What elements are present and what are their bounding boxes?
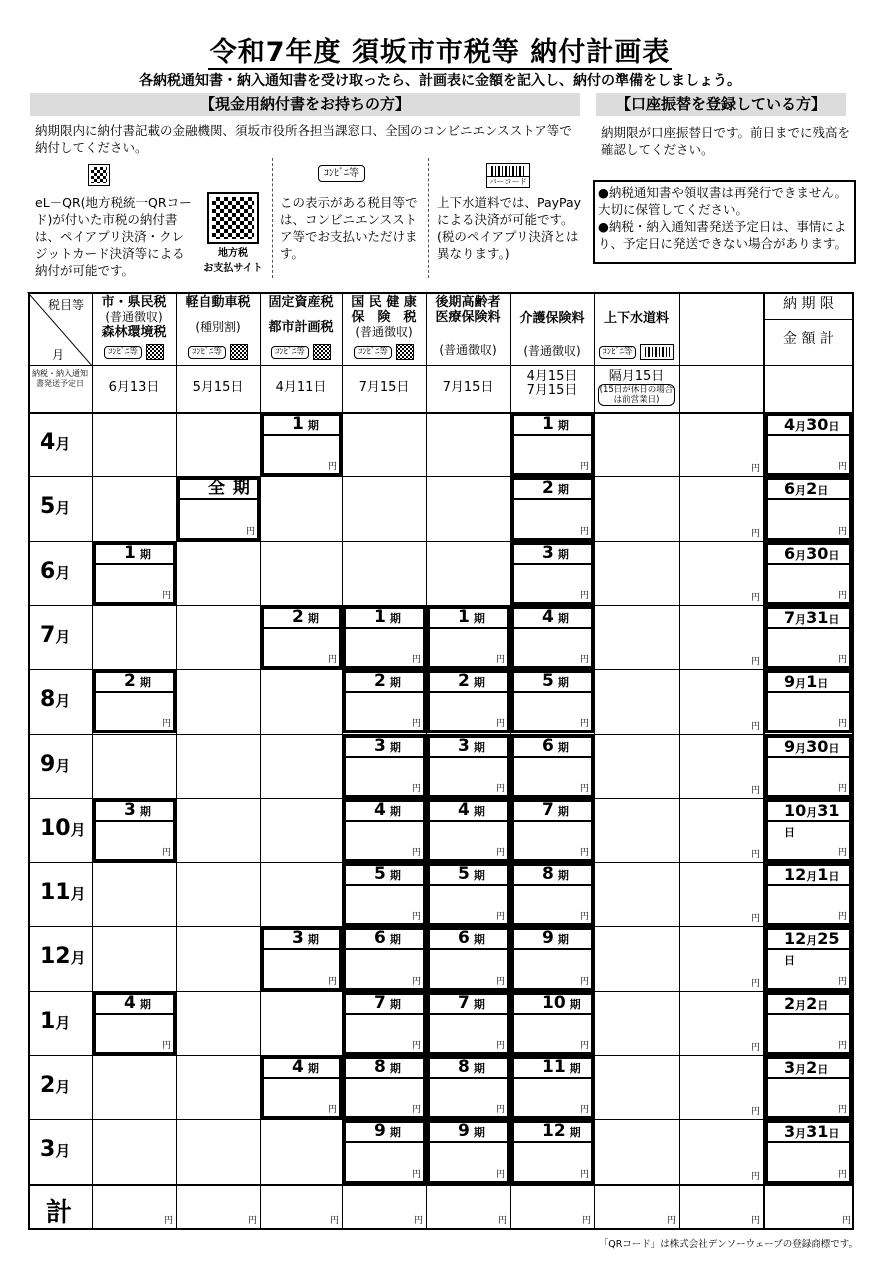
deadline-amount-cell[interactable] bbox=[765, 799, 852, 862]
payment-amount-cell[interactable] bbox=[511, 670, 594, 733]
yen-unit: 円 bbox=[837, 526, 847, 537]
installment-label: 6 期 bbox=[458, 928, 485, 949]
deadline-date: 4月30日 bbox=[784, 415, 840, 434]
yen-unit: 円 bbox=[411, 1169, 421, 1180]
yen-unit: 円 bbox=[837, 590, 847, 601]
account-text: 納期限が口座振替日です。前日までに残高を確認してください。 bbox=[601, 125, 851, 157]
total-amount-yen: 円 bbox=[164, 1216, 174, 1226]
deadline-date: 3月31日 bbox=[784, 1122, 840, 1142]
grid-line bbox=[176, 292, 177, 1230]
deadline-amount-cell[interactable] bbox=[765, 542, 852, 605]
payment-amount-cell[interactable] bbox=[427, 927, 510, 990]
barcode-icon: バーコード bbox=[486, 163, 530, 188]
yen-unit: 円 bbox=[751, 978, 761, 989]
yen-unit: 円 bbox=[751, 657, 761, 668]
month-label: 11月 bbox=[40, 880, 86, 906]
yen-unit: 円 bbox=[495, 719, 505, 730]
total-amount-yen: 円 bbox=[330, 1216, 340, 1226]
total-amount-yen: 円 bbox=[248, 1216, 258, 1226]
payment-amount-cell[interactable] bbox=[93, 670, 176, 733]
deadline-amount-cell[interactable] bbox=[765, 992, 852, 1055]
yen-unit: 円 bbox=[837, 655, 847, 666]
installment-label: 10 期 bbox=[542, 992, 581, 1013]
yen-unit: 円 bbox=[411, 976, 421, 987]
send-date: 隔月15日 (15日が休日の場合は前営業日) bbox=[599, 369, 674, 405]
yen-unit: 円 bbox=[579, 1040, 589, 1051]
yen-unit: 円 bbox=[495, 1040, 505, 1051]
deadline-date: 12月1日 bbox=[784, 865, 840, 885]
yen-unit: 円 bbox=[411, 783, 421, 794]
qr-code-icon bbox=[230, 344, 248, 360]
yen-unit: 円 bbox=[411, 1105, 421, 1116]
payment-amount-cell[interactable] bbox=[427, 799, 510, 862]
corner-label-tax: 税目等 bbox=[48, 298, 85, 312]
page-subtitle: 各納税通知書・納入通知書を受け取ったら、計画表に金額を記入し、納付の準備をしましょう。 bbox=[139, 73, 741, 89]
yen-unit: 円 bbox=[837, 1105, 847, 1116]
installment-label: 4 期 bbox=[124, 992, 151, 1013]
yen-unit: 円 bbox=[161, 848, 171, 859]
payment-amount-cell[interactable] bbox=[427, 735, 510, 798]
payment-amount-cell[interactable] bbox=[261, 927, 342, 990]
installment-label: 3 期 bbox=[374, 735, 401, 756]
payment-amount-cell[interactable] bbox=[511, 477, 594, 540]
payment-amount-cell[interactable] bbox=[177, 477, 260, 540]
yen-unit: 円 bbox=[495, 912, 505, 923]
deadline-date: 10月31日 bbox=[784, 800, 840, 839]
grid-line bbox=[28, 365, 854, 366]
deadline-amount-cell[interactable] bbox=[765, 477, 852, 540]
installment-label: 全 期 bbox=[208, 478, 250, 499]
month-label: 3月 bbox=[40, 1137, 71, 1163]
total-amount-yen: 円 bbox=[414, 1216, 424, 1226]
column-header: 国 民 健 康 保 険 税 (普通徴収) bbox=[351, 295, 417, 339]
payment-amount-cell[interactable] bbox=[343, 863, 426, 926]
yen-unit: 円 bbox=[245, 526, 255, 537]
yen-unit: 円 bbox=[579, 783, 589, 794]
page-title: 令和7年度 須坂市市税等 納付計画表 bbox=[209, 37, 671, 68]
eltax-qr-icon bbox=[88, 164, 110, 186]
payment-amount-cell[interactable] bbox=[261, 413, 342, 476]
month-label: 7月 bbox=[40, 622, 71, 648]
yen-unit: 円 bbox=[751, 914, 761, 925]
grid-line bbox=[679, 292, 680, 1230]
installment-label: 3 期 bbox=[292, 928, 319, 949]
yen-unit: 円 bbox=[837, 976, 847, 987]
yen-unit: 円 bbox=[751, 528, 761, 539]
cash-section-heading: 【現金用納付書をお持ちの方】 bbox=[30, 93, 580, 116]
yen-unit: 円 bbox=[327, 1105, 337, 1116]
yen-unit: 円 bbox=[751, 464, 761, 475]
installment-label: 11 期 bbox=[542, 1057, 581, 1077]
payment-amount-cell[interactable] bbox=[511, 1120, 594, 1183]
total-amount-yen: 円 bbox=[842, 1216, 852, 1226]
grid-line bbox=[594, 292, 595, 1230]
deadline-amount-cell[interactable] bbox=[765, 863, 852, 926]
payment-method-icons bbox=[176, 344, 260, 360]
payment-amount-cell[interactable] bbox=[427, 1120, 510, 1183]
total-amount-yen: 円 bbox=[498, 1216, 508, 1226]
installment-label: 2 期 bbox=[124, 671, 151, 692]
payment-plan-table bbox=[28, 292, 854, 1230]
payment-method-icons bbox=[594, 344, 679, 360]
yen-unit: 円 bbox=[837, 783, 847, 794]
payment-method-icons bbox=[260, 344, 342, 360]
yen-unit: 円 bbox=[579, 590, 589, 601]
grid-line bbox=[92, 292, 93, 1230]
deadline-date: 9月30日 bbox=[784, 736, 840, 756]
yen-unit: 円 bbox=[837, 848, 847, 859]
grid-line bbox=[28, 1184, 854, 1186]
payment-amount-cell[interactable] bbox=[511, 927, 594, 990]
installment-label: 2 期 bbox=[374, 671, 401, 692]
yen-unit: 円 bbox=[411, 912, 421, 923]
yen-unit: 円 bbox=[327, 976, 337, 987]
yen-unit: 円 bbox=[751, 1171, 761, 1182]
yen-unit: 円 bbox=[837, 719, 847, 730]
yen-unit: 円 bbox=[579, 462, 589, 473]
payment-amount-cell[interactable] bbox=[343, 992, 426, 1055]
payment-amount-cell[interactable] bbox=[427, 992, 510, 1055]
yen-unit: 円 bbox=[495, 655, 505, 666]
qr-caption: 地方税 お支払サイト bbox=[203, 248, 263, 274]
payment-amount-cell[interactable] bbox=[511, 413, 594, 476]
installment-label: 1 期 bbox=[374, 606, 401, 627]
amount-header: 金 額 計 bbox=[783, 331, 834, 347]
qr-code-icon bbox=[146, 344, 164, 360]
column-header: 介護保険料 (普通徴収) bbox=[519, 311, 585, 358]
payment-amount-cell[interactable] bbox=[261, 1056, 342, 1119]
yen-unit: 円 bbox=[751, 850, 761, 861]
schedule-row-label: 納税・納入通知書発送予定日 bbox=[32, 369, 88, 388]
column-header: 市・県民税 (普通徴収) 森林環境税 bbox=[101, 295, 167, 340]
installment-label: 8 期 bbox=[542, 864, 569, 885]
payment-amount-cell[interactable] bbox=[427, 670, 510, 733]
yen-unit: 円 bbox=[579, 1169, 589, 1180]
total-label: 計 bbox=[46, 1198, 73, 1228]
qr-code-icon bbox=[313, 344, 331, 360]
notice-box: ●納税通知書や領収書は再発行できません。大切に保管してください。 ●納税・納入通知書発送予定日は、事情により、予定日に発送できない場合があります。 bbox=[593, 180, 856, 264]
trademark-footnote: 「QRコード」は株式会社デンソーウェーブの登録商標です。 bbox=[598, 1239, 858, 1250]
installment-label: 1 期 bbox=[542, 414, 569, 434]
month-label: 12月 bbox=[40, 944, 86, 970]
installment-label: 1 期 bbox=[458, 606, 485, 627]
yen-unit: 円 bbox=[327, 655, 337, 666]
yen-unit: 円 bbox=[837, 462, 847, 473]
month-label: 8月 bbox=[40, 687, 71, 713]
installment-label: 3 期 bbox=[458, 735, 485, 756]
yen-unit: 円 bbox=[411, 719, 421, 730]
installment-label: 2 期 bbox=[542, 478, 569, 499]
payment-amount-cell[interactable] bbox=[343, 1056, 426, 1119]
yen-unit: 円 bbox=[837, 912, 847, 923]
yen-unit: 円 bbox=[161, 719, 171, 730]
yen-unit: 円 bbox=[495, 976, 505, 987]
yen-unit: 円 bbox=[579, 976, 589, 987]
eltax-text: eL－QR(地方税統一QRコード)が付いた市税の納付書は、ペイアプリ決済・クレジットカード決済等による納付が可能です。 bbox=[35, 195, 192, 278]
konbini-icon: ｺﾝﾋﾞﾆ等 bbox=[271, 346, 309, 359]
installment-label: 4 期 bbox=[374, 799, 401, 820]
installment-label: 3 期 bbox=[124, 799, 151, 820]
month-label: 4月 bbox=[40, 430, 71, 455]
installment-label: 8 期 bbox=[374, 1057, 401, 1077]
divider bbox=[272, 158, 273, 278]
account-section-heading: 【口座振替を登録している方】 bbox=[596, 93, 846, 116]
grid-line bbox=[28, 412, 854, 414]
yen-unit: 円 bbox=[579, 526, 589, 537]
yen-unit: 円 bbox=[579, 912, 589, 923]
deadline-header: 納 期 限 bbox=[783, 296, 834, 312]
payment-amount-cell[interactable] bbox=[511, 606, 594, 669]
yen-unit: 円 bbox=[411, 655, 421, 666]
grid-line bbox=[763, 319, 854, 320]
konbini-icon: ｺﾝﾋﾞﾆ等 bbox=[188, 346, 226, 359]
installment-label: 1 期 bbox=[292, 414, 319, 434]
installment-label: 4 期 bbox=[458, 799, 485, 820]
payment-amount-cell[interactable] bbox=[261, 606, 342, 669]
payment-amount-cell[interactable] bbox=[511, 735, 594, 798]
payment-amount-cell[interactable] bbox=[427, 863, 510, 926]
yen-unit: 円 bbox=[579, 655, 589, 666]
payment-amount-cell[interactable] bbox=[343, 1120, 426, 1183]
payment-amount-cell[interactable] bbox=[343, 670, 426, 733]
send-date: 7月15日 bbox=[358, 380, 410, 395]
payment-amount-cell[interactable] bbox=[93, 992, 176, 1055]
month-label: 1月 bbox=[40, 1008, 71, 1034]
yen-unit: 円 bbox=[751, 1043, 761, 1053]
yen-unit: 円 bbox=[411, 1040, 421, 1051]
yen-unit: 円 bbox=[751, 592, 761, 603]
tax-payment-site-qr-icon[interactable] bbox=[207, 192, 259, 244]
column-header: 固定資産税 都市計画税 bbox=[268, 295, 334, 335]
column-header: 軽自動車税 (種別割) bbox=[185, 295, 251, 334]
yen-unit: 円 bbox=[751, 1107, 761, 1118]
installment-label: 6 期 bbox=[542, 735, 569, 756]
yen-unit: 円 bbox=[495, 1105, 505, 1116]
grid-line bbox=[852, 292, 854, 1230]
installment-label: 5 期 bbox=[458, 864, 485, 885]
payment-amount-cell[interactable] bbox=[427, 1056, 510, 1119]
corner-label-month: 月 bbox=[52, 348, 65, 362]
installment-label: 2 期 bbox=[458, 671, 485, 692]
month-label: 2月 bbox=[40, 1073, 71, 1098]
payment-amount-cell[interactable] bbox=[511, 863, 594, 926]
grid-line bbox=[28, 292, 30, 1230]
send-date: 7月15日 bbox=[442, 380, 494, 395]
deadline-amount-cell[interactable] bbox=[765, 606, 852, 669]
payment-amount-cell[interactable] bbox=[343, 606, 426, 669]
month-label: 5月 bbox=[40, 494, 71, 520]
payment-amount-cell[interactable] bbox=[511, 799, 594, 862]
konbini-icon: ｺﾝﾋﾞﾆ等 bbox=[599, 346, 637, 359]
installment-label: 3 期 bbox=[542, 542, 569, 563]
installment-label: 8 期 bbox=[458, 1057, 485, 1077]
konbini-icon: ｺﾝﾋﾞﾆ等 bbox=[318, 165, 365, 182]
payment-amount-cell[interactable] bbox=[511, 542, 594, 605]
payment-amount-cell[interactable] bbox=[93, 799, 176, 862]
total-amount-yen: 円 bbox=[751, 1216, 761, 1226]
payment-method-icons bbox=[92, 344, 176, 360]
payment-amount-cell[interactable] bbox=[343, 799, 426, 862]
installment-label: 2 期 bbox=[292, 606, 319, 627]
yen-unit: 円 bbox=[751, 785, 761, 796]
yen-unit: 円 bbox=[327, 462, 337, 473]
payment-amount-cell[interactable] bbox=[93, 542, 176, 605]
payment-method-icons bbox=[342, 344, 426, 360]
cash-intro-text: 納期限内に納付書記載の金融機関、須坂市役所各担当課窓口、全国のコンビニエンスストア等で納付してください。 bbox=[35, 123, 572, 155]
yen-unit: 円 bbox=[495, 848, 505, 859]
konbini-icon: ｺﾝﾋﾞﾆ等 bbox=[354, 346, 392, 359]
installment-label: 9 期 bbox=[542, 928, 569, 949]
month-label: 6月 bbox=[40, 558, 71, 584]
deadline-amount-cell[interactable] bbox=[765, 1056, 852, 1119]
month-label: 10月 bbox=[40, 815, 86, 841]
konbini-icon: ｺﾝﾋﾞﾆ等 bbox=[104, 346, 142, 359]
grid-line bbox=[28, 476, 854, 477]
installment-label: 7 期 bbox=[542, 799, 569, 820]
installment-label: 9 期 bbox=[374, 1121, 401, 1142]
deadline-date: 2月2日 bbox=[784, 993, 829, 1013]
column-header: 後期高齢者 医療保険料 (普通徴収) bbox=[435, 295, 501, 357]
send-date: 4月15日 7月15日 bbox=[526, 369, 578, 398]
deadline-date: 6月2日 bbox=[784, 479, 829, 499]
deadline-amount-cell[interactable] bbox=[765, 670, 852, 733]
yen-unit: 円 bbox=[161, 1040, 171, 1051]
konbini-text: この表示がある税目等では、コンビニエンスストア等でお支払いただけます。 bbox=[280, 195, 418, 261]
payment-amount-cell[interactable] bbox=[427, 606, 510, 669]
total-amount-yen: 円 bbox=[582, 1216, 592, 1226]
water-payment-text: 上下水道料では、PayPayによる決済が可能です。(税のペイアプリ決済とは異なります。) bbox=[437, 195, 582, 261]
yen-unit: 円 bbox=[161, 590, 171, 601]
deadline-amount-cell[interactable] bbox=[765, 735, 852, 798]
yen-unit: 円 bbox=[579, 1105, 589, 1116]
month-label: 9月 bbox=[40, 751, 71, 777]
deadline-amount-cell[interactable] bbox=[765, 1120, 852, 1183]
send-date: 4月11日 bbox=[275, 380, 327, 395]
yen-unit: 円 bbox=[579, 719, 589, 730]
installment-label: 7 期 bbox=[374, 992, 401, 1013]
installment-label: 6 期 bbox=[374, 928, 401, 949]
installment-label: 5 期 bbox=[374, 864, 401, 885]
deadline-date: 12月25日 bbox=[784, 929, 840, 968]
yen-unit: 円 bbox=[751, 721, 761, 732]
installment-label: 1 期 bbox=[124, 542, 151, 563]
deadline-date: 9月1日 bbox=[784, 672, 829, 692]
barcode-icon bbox=[640, 344, 674, 360]
installment-label: 5 期 bbox=[542, 671, 569, 692]
send-date: 5月15日 bbox=[192, 380, 244, 395]
yen-unit: 円 bbox=[411, 848, 421, 859]
yen-unit: 円 bbox=[837, 1040, 847, 1051]
send-date: 6月13日 bbox=[108, 380, 160, 395]
deadline-amount-cell[interactable] bbox=[765, 927, 852, 990]
deadline-amount-cell[interactable] bbox=[765, 413, 852, 476]
installment-label: 4 期 bbox=[542, 606, 569, 627]
column-header: 上下水道料 bbox=[603, 311, 669, 326]
yen-unit: 円 bbox=[495, 783, 505, 794]
installment-label: 9 期 bbox=[458, 1121, 485, 1142]
payment-amount-cell[interactable] bbox=[343, 927, 426, 990]
total-amount-yen: 円 bbox=[667, 1216, 677, 1226]
payment-amount-cell[interactable] bbox=[511, 1056, 594, 1119]
deadline-date: 3月2日 bbox=[784, 1058, 829, 1077]
deadline-date: 7月31日 bbox=[784, 607, 840, 627]
divider bbox=[428, 158, 429, 278]
installment-label: 4 期 bbox=[292, 1057, 319, 1077]
grid-line bbox=[28, 292, 854, 294]
payment-amount-cell[interactable] bbox=[343, 735, 426, 798]
qr-code-icon bbox=[396, 344, 414, 360]
yen-unit: 円 bbox=[495, 1169, 505, 1180]
installment-label: 12 期 bbox=[542, 1121, 581, 1142]
installment-label: 7 期 bbox=[458, 992, 485, 1013]
yen-unit: 円 bbox=[837, 1169, 847, 1180]
deadline-date: 6月30日 bbox=[784, 543, 840, 563]
yen-unit: 円 bbox=[579, 848, 589, 859]
payment-amount-cell[interactable] bbox=[511, 992, 594, 1055]
